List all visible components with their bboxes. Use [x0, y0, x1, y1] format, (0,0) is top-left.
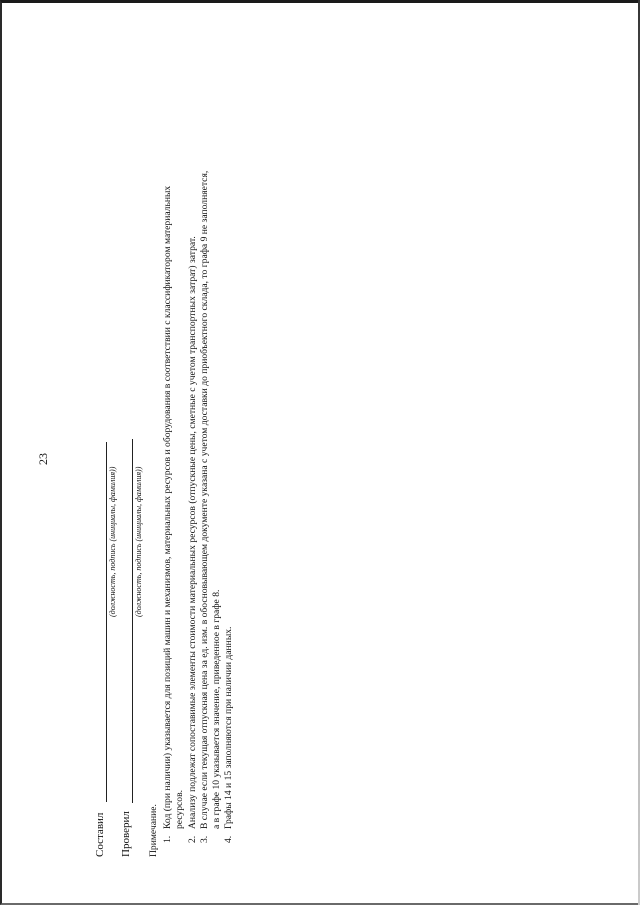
signature-label-compiled: Составил	[94, 812, 106, 857]
page-number: 23	[36, 453, 50, 465]
signature-line-checked	[132, 439, 133, 803]
note-text-continuation: ресурсов.	[174, 789, 186, 829]
note-item	[223, 157, 235, 843]
signature-caption-checked: (должность, подпись (инициалы, фамилия))	[134, 466, 143, 617]
notes-title: Примечание.	[148, 804, 159, 857]
note-number: 3.	[198, 835, 210, 843]
signature-caption-compiled: (должность, подпись (инициалы, фамилия))	[108, 466, 117, 617]
signature-checked	[120, 811, 132, 857]
signature-compiled	[94, 813, 106, 857]
note-number: 2.	[186, 835, 198, 843]
signature-line-compiled	[106, 442, 107, 802]
note-item	[187, 157, 199, 843]
note-number: 1.	[162, 835, 174, 843]
note-item	[162, 157, 186, 843]
note-text-continuation: а в графе 10 указывается значение, приведенное в графе 8.	[211, 589, 223, 829]
notes-block	[148, 157, 235, 857]
note-item	[199, 157, 223, 843]
note-number: 4.	[223, 835, 235, 843]
signature-label-checked: Проверил	[120, 811, 132, 857]
note-text: Код (при наличии) указывается для позиций машин и механизмов, материальных ресурсов и оборудования в соответствии с классификатором материальных	[162, 185, 174, 829]
note-text: Графы 14 и 15 заполняются при наличии данных.	[223, 626, 235, 829]
note-text: Анализу подлежат сопоставимые элементы стоимости материальных ресурсов (отпускные цены, сметные с учетом транспортных затрат) затрат.	[186, 236, 198, 829]
note-text: В случае если текущая отпускная цена за ед. изм. в обосновывающем документе указана с учетом доставки до приобъектного склада, то графа 9 не заполняется,	[198, 170, 210, 829]
